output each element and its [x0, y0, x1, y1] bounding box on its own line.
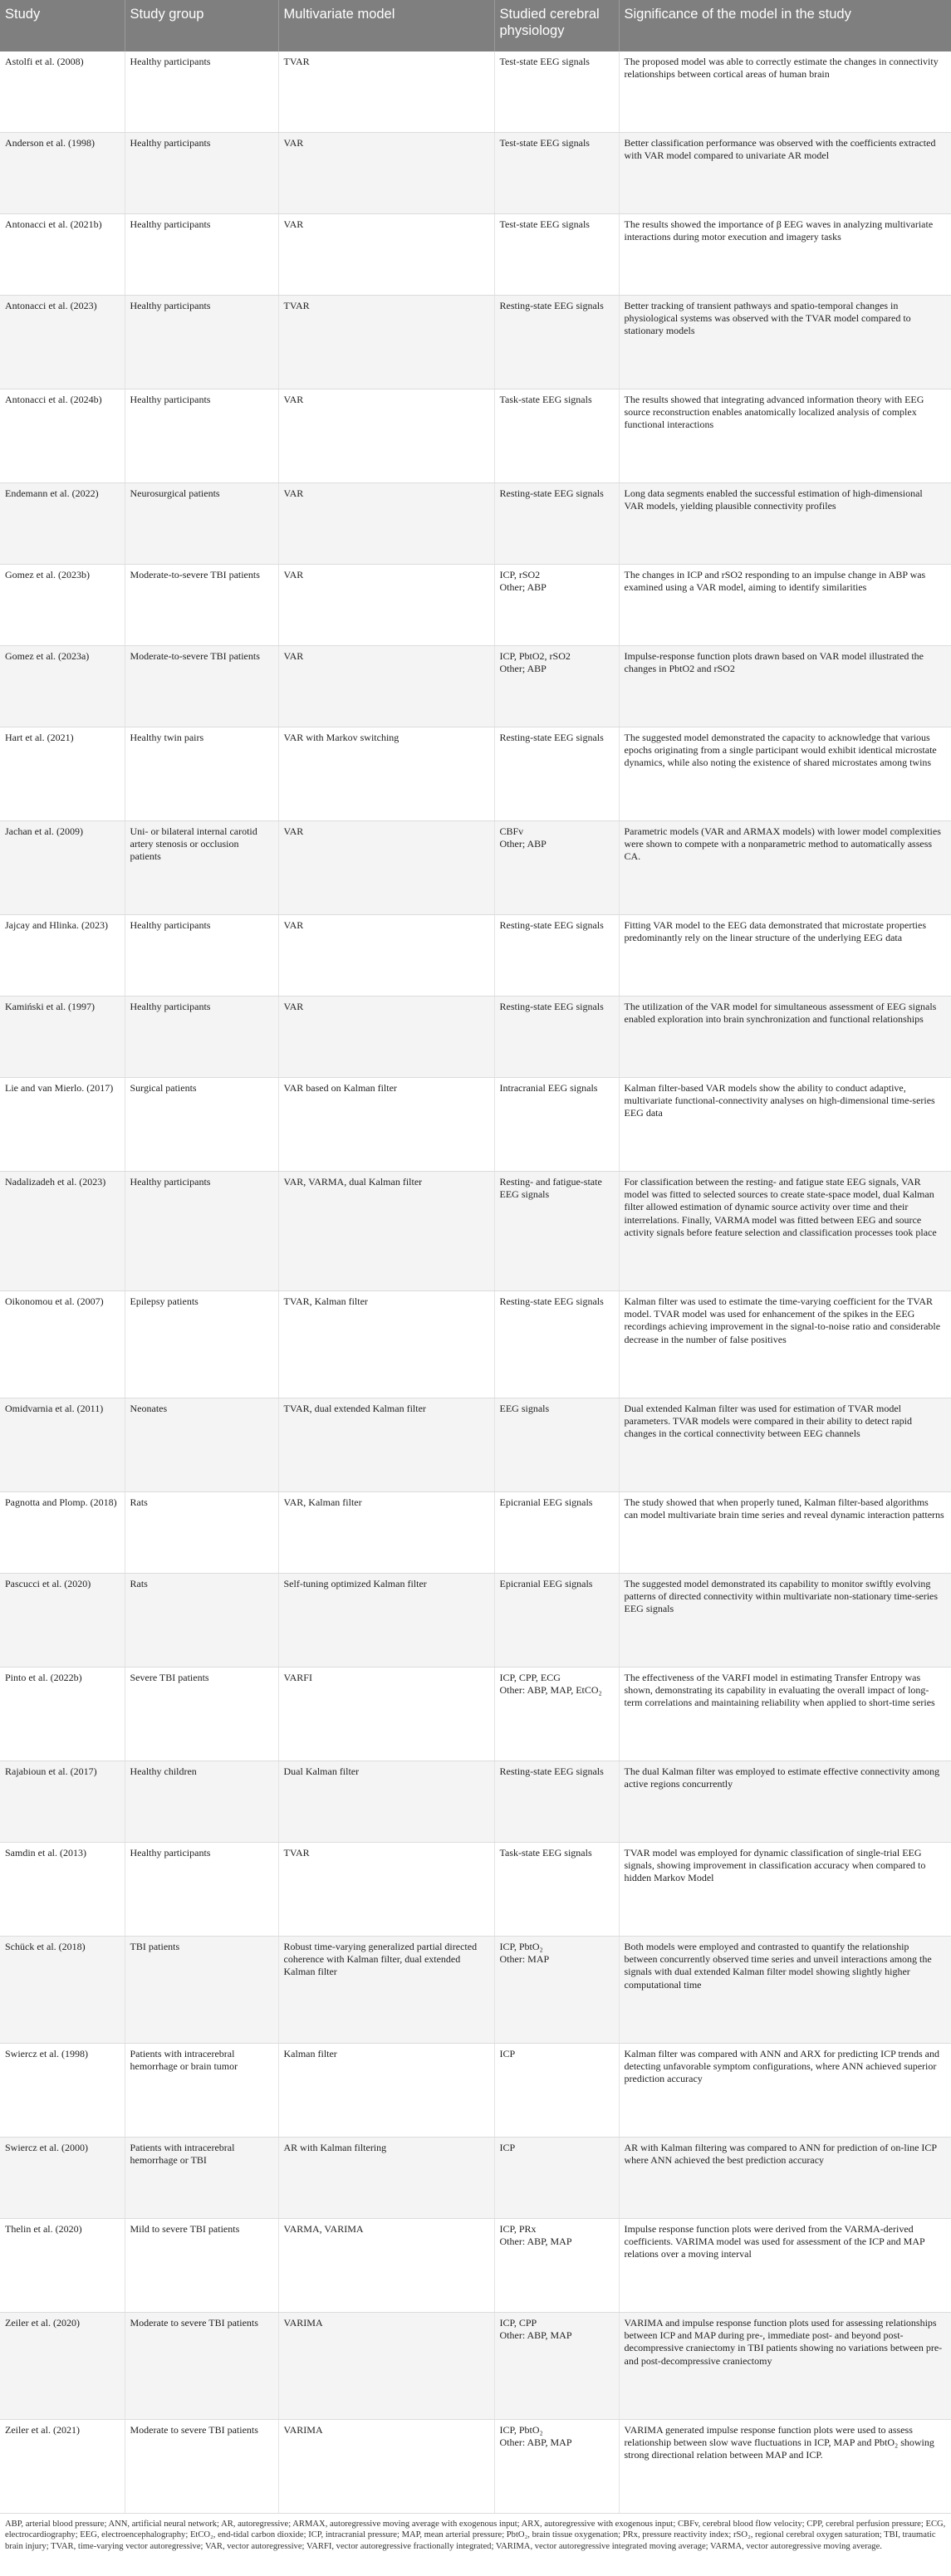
- study-group-cell: Healthy participants: [125, 51, 278, 132]
- study-group-cell: Rats: [125, 1573, 278, 1667]
- study-cell: Antonacci et al. (2023): [0, 295, 125, 389]
- study-cell: Astolfi et al. (2008): [0, 51, 125, 132]
- significance-cell: Kalman filter was compared with ANN and ARX for predicting ICP trends and detecting unfavorable symptom configurations, where ANN achieved superior prediction accuracy: [619, 2043, 951, 2137]
- table-row: [0, 1573, 951, 1667]
- study-group-cell: Healthy participants: [125, 1842, 278, 1936]
- table-row: [0, 2419, 951, 2513]
- significance-cell: The dual Kalman filter was employed to estimate effective connectivity among active regions concurrently: [619, 1761, 951, 1842]
- physiology-cell: ICP, PRx Other: ABP, MAP: [494, 2218, 619, 2312]
- physiology-cell: Resting-state EEG signals: [494, 727, 619, 820]
- table-row: [0, 2137, 951, 2218]
- study-cell: Anderson et al. (1998): [0, 132, 125, 213]
- physiology-cell: ICP, rSO2 Other; ABP: [494, 564, 619, 645]
- model-cell: VAR with Markov switching: [278, 727, 494, 820]
- study-cell: Endemann et al. (2022): [0, 482, 125, 564]
- header-cerebral-physiology: Studied cerebral physiology: [494, 0, 619, 51]
- physiology-cell: ICP, CPP, ECG Other: ABP, MAP, EtCO₂: [494, 1667, 619, 1761]
- significance-cell: For classification between the resting- and fatigue state EEG signals, VAR model was fitted to selected sources to create state-space model, dual Kalman filter allowed estimation of dynamic source activity over time and their interrelations. Finally, VARMA model was fitted between EEG and source activity signals before feature selection and classification processes took place: [619, 1171, 951, 1290]
- table-row: [0, 132, 951, 213]
- significance-cell: The results showed the importance of β EEG waves in analyzing multivariate interactions during motor execution and imagery tasks: [619, 213, 951, 295]
- study-group-cell: Patients with intracerebral hemorrhage or TBI: [125, 2137, 278, 2218]
- study-group-cell: Neonates: [125, 1398, 278, 1491]
- physiology-cell: ICP: [494, 2137, 619, 2218]
- study-group-cell: Healthy participants: [125, 213, 278, 295]
- physiology-cell: ICP, PbtO₂ Other: MAP: [494, 1936, 619, 2043]
- significance-cell: VARIMA and impulse response function plots used for assessing relationships between ICP and MAP during pre-, immediate post- and beyond post-decompressive craniectomy in TBI patients showing no variations between pre- and post-decompressive craniectomy: [619, 2312, 951, 2419]
- study-cell: Swiercz et al. (1998): [0, 2043, 125, 2137]
- study-cell: Hart et al. (2021): [0, 727, 125, 820]
- study-cell: Gomez et al. (2023a): [0, 645, 125, 727]
- significance-cell: The utilization of the VAR model for simultaneous assessment of EEG signals enabled exploration into brain synchronization and functional relationships: [619, 996, 951, 1077]
- study-group-cell: Moderate to severe TBI patients: [125, 2312, 278, 2419]
- study-cell: Rajabioun et al. (2017): [0, 1761, 125, 1842]
- header-study-group: Study group: [125, 0, 278, 51]
- physiology-cell: CBFv Other; ABP: [494, 820, 619, 914]
- significance-cell: TVAR model was employed for dynamic classification of single-trial EEG signals, showing improvement in classification accuracy when compared to hidden Markov Model: [619, 1842, 951, 1936]
- significance-cell: The proposed model was able to correctly estimate the changes in connectivity relationships between cortical areas of human brain: [619, 51, 951, 132]
- physiology-cell: Test-state EEG signals: [494, 132, 619, 213]
- study-cell: Antonacci et al. (2024b): [0, 389, 125, 482]
- model-cell: VAR: [278, 389, 494, 482]
- model-cell: VAR: [278, 132, 494, 213]
- study-cell: Antonacci et al. (2021b): [0, 213, 125, 295]
- model-cell: TVAR: [278, 51, 494, 132]
- table-row: [0, 482, 951, 564]
- table-body: [0, 51, 951, 2513]
- significance-cell: Impulse-response function plots drawn based on VAR model illustrated the changes in PbtO2 and rSO2: [619, 645, 951, 727]
- model-cell: VARIMA: [278, 2312, 494, 2419]
- significance-cell: Both models were employed and contrasted to quantify the relationship between concurrently observed time series and unveil interactions among the signals with dual extended Kalman filter model showing slightly higher computational time: [619, 1936, 951, 2043]
- model-cell: VAR, Kalman filter: [278, 1491, 494, 1573]
- physiology-cell: Resting-state EEG signals: [494, 914, 619, 996]
- table-row: [0, 1398, 951, 1491]
- table-row: [0, 389, 951, 482]
- significance-cell: Impulse response function plots were derived from the VARMA-derived coefficients. VARIMA model was used for assessment of the ICP and MAP relations over a moving interval: [619, 2218, 951, 2312]
- physiology-cell: EEG signals: [494, 1398, 619, 1491]
- study-cell: Jajcay and Hlinka. (2023): [0, 914, 125, 996]
- study-cell: Oikonomou et al. (2007): [0, 1290, 125, 1398]
- physiology-cell: Intracranial EEG signals: [494, 1077, 619, 1171]
- table-row: [0, 1171, 951, 1290]
- significance-cell: Kalman filter was used to estimate the time-varying coefficient for the TVAR model. TVAR model was used for enhancement of the spikes in the EEG recordings achieving improvement in the signal-to-noise ratio and considerable decrease in the number of false positives: [619, 1290, 951, 1398]
- study-group-cell: Epilepsy patients: [125, 1290, 278, 1398]
- physiology-cell: Task-state EEG signals: [494, 1842, 619, 1936]
- model-cell: Dual Kalman filter: [278, 1761, 494, 1842]
- study-cell: Pascucci et al. (2020): [0, 1573, 125, 1667]
- table-row: [0, 1842, 951, 1936]
- model-cell: VAR, VARMA, dual Kalman filter: [278, 1171, 494, 1290]
- physiology-cell: Test-state EEG signals: [494, 51, 619, 132]
- significance-cell: Long data segments enabled the successful estimation of high-dimensional VAR models, yielding plausible connectivity profiles: [619, 482, 951, 564]
- significance-cell: The changes in ICP and rSO2 responding to an impulse change in ABP was examined using a VAR model, aiming to identify similarities: [619, 564, 951, 645]
- table-row: [0, 213, 951, 295]
- table-row: [0, 1667, 951, 1761]
- study-group-cell: Healthy participants: [125, 914, 278, 996]
- significance-cell: The suggested model demonstrated the capacity to acknowledge that various epochs originating from a single participant would exhibit identical microstate dynamics, while also noting the existence of shared microstates among twins: [619, 727, 951, 820]
- study-group-cell: Patients with intracerebral hemorrhage or brain tumor: [125, 2043, 278, 2137]
- model-cell: VAR: [278, 645, 494, 727]
- model-cell: VARMA, VARIMA: [278, 2218, 494, 2312]
- table-row: [0, 51, 951, 132]
- model-cell: Kalman filter: [278, 2043, 494, 2137]
- study-cell: Pagnotta and Plomp. (2018): [0, 1491, 125, 1573]
- study-group-cell: Healthy participants: [125, 132, 278, 213]
- study-group-cell: Surgical patients: [125, 1077, 278, 1171]
- study-cell: Zeiler et al. (2021): [0, 2419, 125, 2513]
- table-header: [0, 0, 951, 51]
- model-cell: TVAR: [278, 295, 494, 389]
- model-cell: VAR based on Kalman filter: [278, 1077, 494, 1171]
- significance-cell: Fitting VAR model to the EEG data demonstrated that microstate properties predominantly rely on the linear structure of the underlying EEG data: [619, 914, 951, 996]
- physiology-cell: ICP, PbtO2, rSO2 Other; ABP: [494, 645, 619, 727]
- study-cell: Samdin et al. (2013): [0, 1842, 125, 1936]
- model-cell: TVAR, dual extended Kalman filter: [278, 1398, 494, 1491]
- study-cell: Nadalizadeh et al. (2023): [0, 1171, 125, 1290]
- header-row: [0, 0, 951, 51]
- table-row: [0, 2218, 951, 2312]
- physiology-cell: Epicranial EEG signals: [494, 1491, 619, 1573]
- header-significance: Significance of the model in the study: [619, 0, 951, 51]
- significance-cell: Better tracking of transient pathways and spatio-temporal changes in physiological systems was observed with the TVAR model compared to stationary models: [619, 295, 951, 389]
- table-row: [0, 295, 951, 389]
- table-row: [0, 1936, 951, 2043]
- study-group-cell: Moderate to severe TBI patients: [125, 2419, 278, 2513]
- table-row: [0, 1077, 951, 1171]
- significance-cell: The suggested model demonstrated its capability to monitor swiftly evolving patterns of directed connectivity within multivariate non-stationary time-series EEG signals: [619, 1573, 951, 1667]
- model-cell: TVAR: [278, 1842, 494, 1936]
- physiology-cell: Resting-state EEG signals: [494, 996, 619, 1077]
- study-group-cell: Healthy participants: [125, 295, 278, 389]
- physiology-cell: Resting-state EEG signals: [494, 1290, 619, 1398]
- table-row: [0, 1290, 951, 1398]
- study-group-cell: Healthy participants: [125, 996, 278, 1077]
- significance-cell: AR with Kalman filtering was compared to ANN for prediction of on-line ICP where ANN achieved the best prediction accuracy: [619, 2137, 951, 2218]
- significance-cell: Kalman filter-based VAR models show the ability to conduct adaptive, multivariate functional-connectivity analyses on high-dimensional time-series EEG data: [619, 1077, 951, 1171]
- model-cell: VAR: [278, 564, 494, 645]
- header-multivariate-model: Multivariate model: [278, 0, 494, 51]
- physiology-cell: ICP, PbtO₂ Other: ABP, MAP: [494, 2419, 619, 2513]
- study-cell: Thelin et al. (2020): [0, 2218, 125, 2312]
- study-group-cell: Mild to severe TBI patients: [125, 2218, 278, 2312]
- physiology-cell: Resting-state EEG signals: [494, 482, 619, 564]
- significance-cell: The study showed that when properly tuned, Kalman filter-based algorithms can model multivariate brain time series and reveal dynamic interaction patterns: [619, 1491, 951, 1573]
- study-group-cell: Healthy children: [125, 1761, 278, 1842]
- significance-cell: Parametric models (VAR and ARMAX models) with lower model complexities were shown to compete with a nonparametric method to automatically assess CA.: [619, 820, 951, 914]
- study-group-cell: TBI patients: [125, 1936, 278, 2043]
- study-group-cell: Rats: [125, 1491, 278, 1573]
- table-footnote: ABP, arterial blood pressure; ANN, artificial neural network; AR, autoregressive; ARMAX, autoregressive moving average with exogenous input; ARX, autoregressive with exogenous input; CBFv, cerebral blood flow velocity; CPP, cerebral perfusion pressure; ECG, electrocardiography; EEG, electroencephalography; EtCO₂, end-tidal carbon dioxide; ICP, intracranial pressure; MAP, mean arterial pressure; PbtO₂, brain tissue oxygenation; PRx, pressure reactivity index; rSO₂, regional cerebral oxygen saturation; TBI, traumatic brain injury; TVAR, time-varying vector autoregressive; VAR, vector autoregressive; VARFI, vector autoregressive fractionally integrated; VARIMA, vector autoregressive integrated moving average; VARMA, vector autoregressive moving average.: [5, 2519, 946, 2551]
- study-group-cell: Severe TBI patients: [125, 1667, 278, 1761]
- physiology-cell: ICP, CPP Other: ABP, MAP: [494, 2312, 619, 2419]
- model-cell: Self-tuning optimized Kalman filter: [278, 1573, 494, 1667]
- model-cell: TVAR, Kalman filter: [278, 1290, 494, 1398]
- table-row: [0, 820, 951, 914]
- physiology-cell: Epicranial EEG signals: [494, 1573, 619, 1667]
- table-row: [0, 2043, 951, 2137]
- significance-cell: VARIMA generated impulse response function plots were used to assess relationship between slow wave fluctuations in ICP, MAP and PbtO₂ showing strong directional relation between MAP and ICP.: [619, 2419, 951, 2513]
- significance-cell: The results showed that integrating advanced information theory with EEG source reconstruction enables anatomically localized analysis of complex functional interactions: [619, 389, 951, 482]
- physiology-cell: Resting- and fatigue-state EEG signals: [494, 1171, 619, 1290]
- physiology-cell: Resting-state EEG signals: [494, 295, 619, 389]
- table-row: [0, 1491, 951, 1573]
- study-group-cell: Healthy participants: [125, 1171, 278, 1290]
- model-cell: VAR: [278, 914, 494, 996]
- study-cell: Pinto et al. (2022b): [0, 1667, 125, 1761]
- model-cell: VARFI: [278, 1667, 494, 1761]
- model-cell: AR with Kalman filtering: [278, 2137, 494, 2218]
- header-study: Study: [0, 0, 125, 51]
- table-row: [0, 914, 951, 996]
- table-row: [0, 564, 951, 645]
- table-row: [0, 996, 951, 1077]
- study-group-cell: Moderate-to-severe TBI patients: [125, 645, 278, 727]
- model-cell: VAR: [278, 213, 494, 295]
- study-cell: Kamiński et al. (1997): [0, 996, 125, 1077]
- table-row: [0, 1761, 951, 1842]
- study-cell: Schück et al. (2018): [0, 1936, 125, 2043]
- model-cell: VAR: [278, 482, 494, 564]
- physiology-cell: Test-state EEG signals: [494, 213, 619, 295]
- study-cell: Gomez et al. (2023b): [0, 564, 125, 645]
- study-cell: Swiercz et al. (2000): [0, 2137, 125, 2218]
- study-group-cell: Moderate-to-severe TBI patients: [125, 564, 278, 645]
- physiology-cell: Task-state EEG signals: [494, 389, 619, 482]
- table-row: [0, 727, 951, 820]
- model-cell: VARIMA: [278, 2419, 494, 2513]
- study-cell: Lie and van Mierlo. (2017): [0, 1077, 125, 1171]
- study-cell: Omidvarnia et al. (2011): [0, 1398, 125, 1491]
- study-group-cell: Healthy twin pairs: [125, 727, 278, 820]
- study-group-cell: Uni- or bilateral internal carotid artery stenosis or occlusion patients: [125, 820, 278, 914]
- significance-cell: Better classification performance was observed with the coefficients extracted with VAR model compared to univariate AR model: [619, 132, 951, 213]
- study-group-cell: Neurosurgical patients: [125, 482, 278, 564]
- significance-cell: The effectiveness of the VARFI model in estimating Transfer Entropy was shown, demonstrating its capability in evaluating the overall impact of long-term correlations and maintaining reliability when applied to short-time series: [619, 1667, 951, 1761]
- model-cell: VAR: [278, 996, 494, 1077]
- study-cell: Zeiler et al. (2020): [0, 2312, 125, 2419]
- study-cell: Jachan et al. (2009): [0, 820, 125, 914]
- physiology-cell: ICP: [494, 2043, 619, 2137]
- study-group-cell: Healthy participants: [125, 389, 278, 482]
- model-cell: Robust time-varying generalized partial directed coherence with Kalman filter, dual extended Kalman filter: [278, 1936, 494, 2043]
- significance-cell: Dual extended Kalman filter was used for estimation of TVAR model parameters. TVAR models were compared in their ability to detect rapid changes in the cortical connectivity between EEG channels: [619, 1398, 951, 1491]
- table-row: [0, 2312, 951, 2419]
- model-cell: VAR: [278, 820, 494, 914]
- physiology-cell: Resting-state EEG signals: [494, 1761, 619, 1842]
- table-row: [0, 645, 951, 727]
